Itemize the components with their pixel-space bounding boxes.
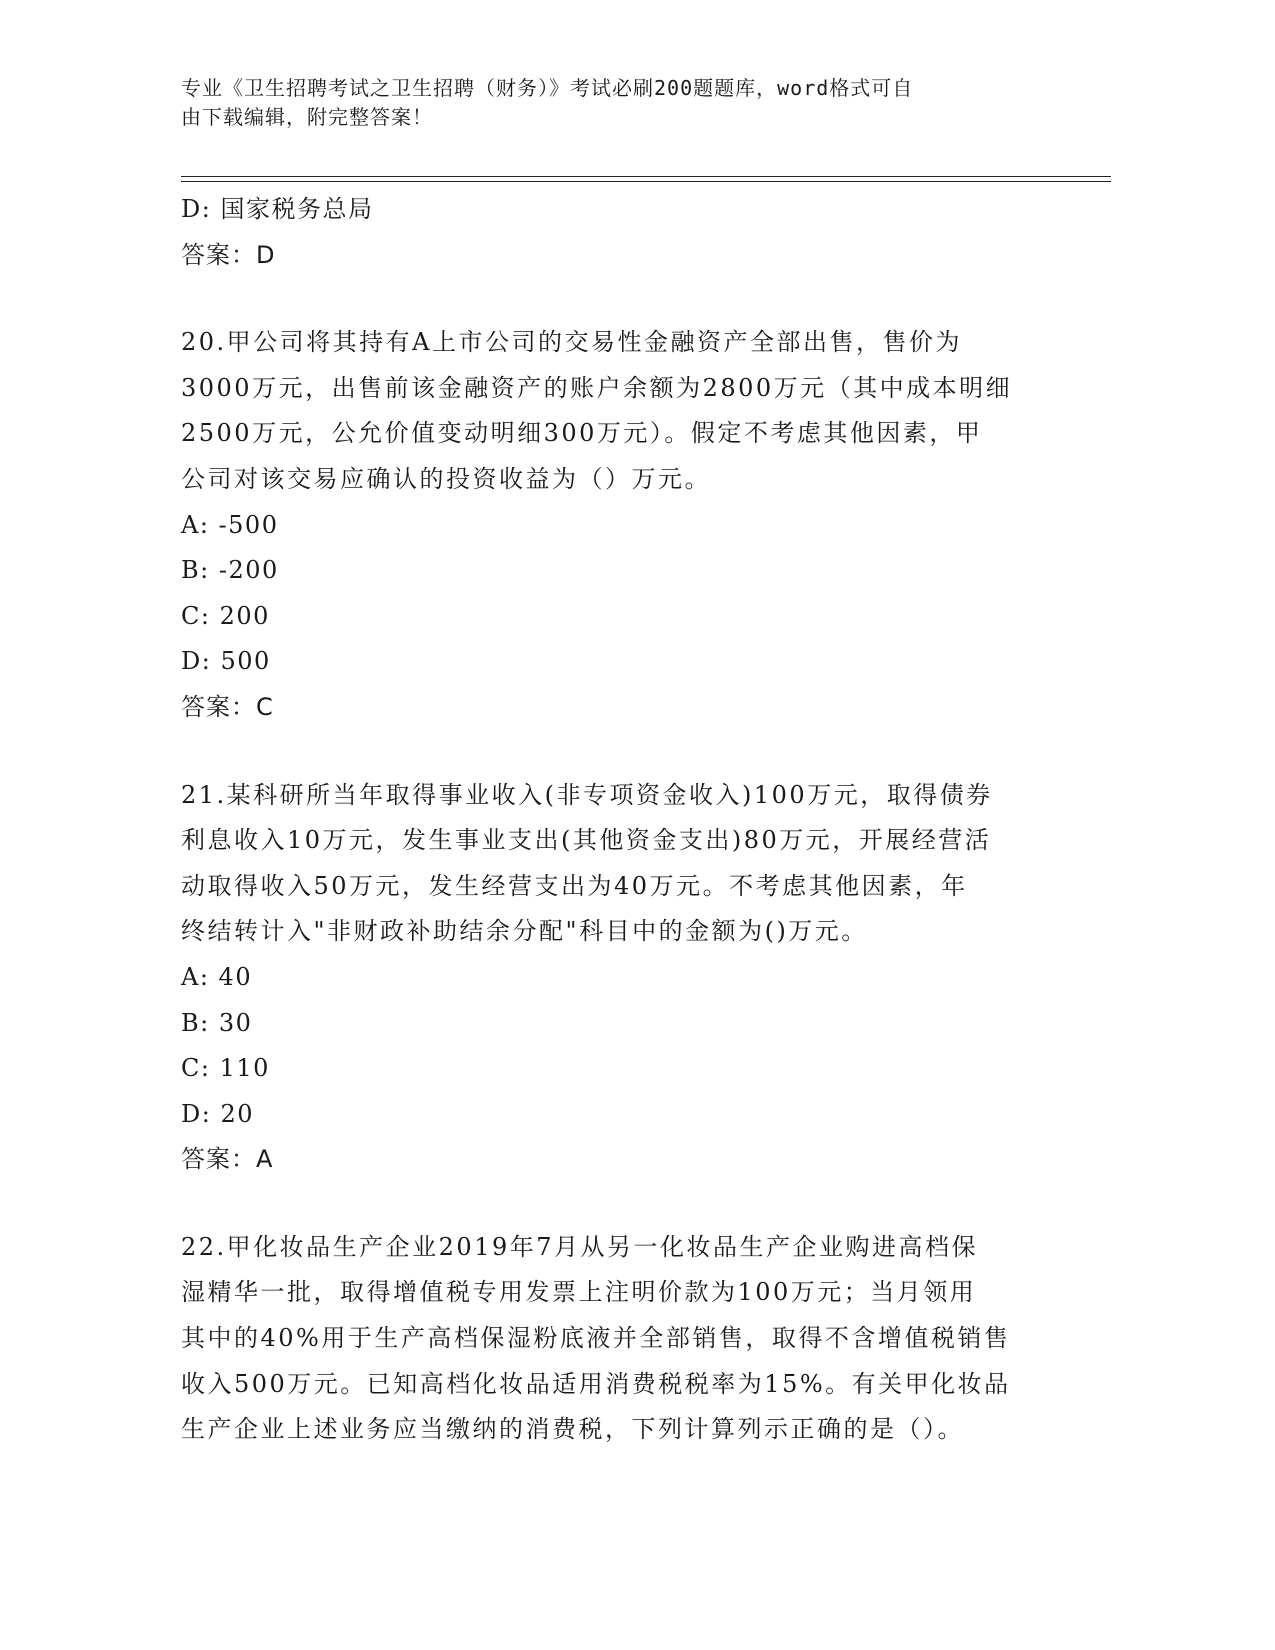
question-text-line: 公司对该交易应确认的投资收益为（）万元。 [181,464,711,493]
question-20 [181,320,1061,730]
option-c: C: 200 [181,601,270,630]
header-line-2: 由下载编辑，附完整答案！ [181,105,433,129]
question-text-line: 收入500万元。已知高档化妆品适用消费税税率为15%。有关甲化妆品 [181,1369,1011,1398]
option-c: C: 110 [181,1054,270,1083]
answer-line: 答案：A [181,1145,274,1174]
option-b: B: -200 [181,556,279,585]
question-22 [181,1225,1061,1453]
document-header [181,74,1061,132]
spacer [181,278,1061,320]
spacer [181,1183,1061,1225]
question-text-line: 湿精华一批，取得增值税专用发票上注明价款为100万元；当月领用 [181,1278,977,1307]
question-text-line: 动取得收入50万元，发生经营支出为40万元。不考虑其他因素，年 [181,871,968,900]
header-line-1: 专业《卫生招聘考试之卫生招聘（财务）》考试必刷200题题库，word格式可自 [181,76,914,100]
answer-line: 答案：D [181,240,276,269]
question-text-line: 生产企业上述业务应当缴纳的消费税，下列计算列示正确的是（）。 [181,1415,964,1444]
option-a: A: -500 [181,510,279,539]
question-text-line: 3000万元，出售前该金融资产的账户余额为2800万元（其中成本明细 [181,373,1013,402]
question-21 [181,773,1061,1183]
question-text-line: 利息收入10万元，发生事业支出(其他资金支出)80万元，开展经营活 [181,826,992,855]
question-text-line: 21.某科研所当年取得事业收入(非专项资金收入)100万元，取得债券 [181,780,993,809]
header-divider-top [181,176,1111,177]
header-divider-bottom [181,181,1111,182]
answer-line: 答案：C [181,692,274,721]
option-d: D: 20 [181,1099,254,1128]
option-b: B: 30 [181,1008,253,1037]
option-a: A: 40 [181,962,253,991]
question-text-line: 终结转计入"非财政补助结余分配"科目中的金额为()万元。 [181,917,868,946]
option-d: D: 国家税务总局 [181,195,374,223]
spacer [181,731,1061,773]
question-text-line: 其中的40%用于生产高档保湿粉底液并全部销售，取得不含增值税销售 [181,1324,1011,1353]
question-text-line: 22.甲化妆品生产企业2019年7月从另一化妆品生产企业购进高档保 [181,1232,979,1261]
question-text-line: 2500万元，公允价值变动明细300万元）。假定不考虑其他因素，甲 [181,419,983,448]
previous-question-tail [181,187,1061,278]
option-d: D: 500 [181,647,271,676]
document-body [181,187,1061,1453]
question-text-line: 20.甲公司将其持有A上市公司的交易性金融资产全部出售，售价为 [181,328,962,357]
